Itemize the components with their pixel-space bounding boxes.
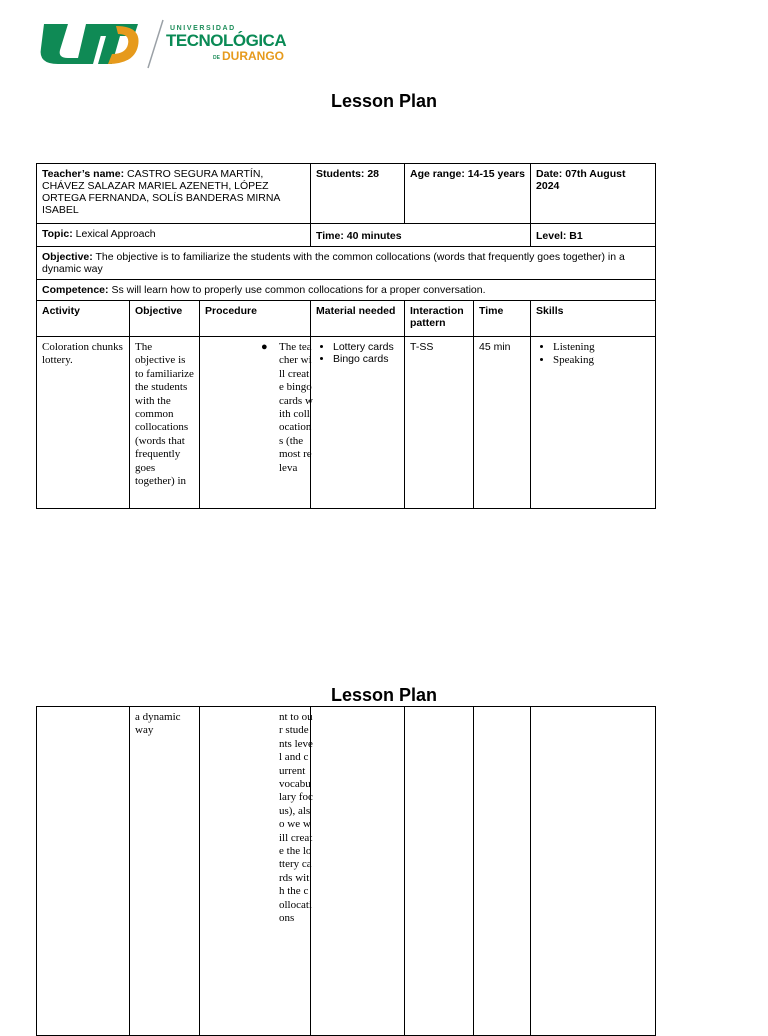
logo-universidad: UNIVERSIDAD	[170, 25, 236, 32]
time-cell-cont	[474, 707, 531, 1036]
time-cell: Time: 40 minutes	[311, 224, 531, 247]
competence-label: Competence:	[42, 284, 109, 296]
list-item: • Speaking	[553, 354, 650, 367]
skills-list	[536, 341, 650, 368]
list-item: • Lottery cards	[333, 341, 399, 353]
date-cell: Date: 07th August 2024	[531, 164, 656, 224]
material-cell-cont	[311, 707, 405, 1036]
col-header-material: Material needed	[311, 301, 405, 337]
list-item: • Bingo cards	[333, 353, 399, 365]
material-list	[316, 341, 399, 365]
activity-cell-cont	[37, 707, 130, 1036]
procedure-text-cont: nt to our students level and current vocabulary focus), also we will create the lottery cards with the collocations	[279, 711, 313, 925]
col-header-objective: Objective	[130, 301, 200, 337]
competence-value: Ss will learn how to properly use common collocations for a proper conversation.	[111, 284, 486, 296]
procedure-cell	[200, 337, 311, 509]
logo-tecnologica: TECNOLÓGICA	[166, 31, 287, 50]
objective-detail-text: The objective is to familiarize the students with the common collocations (words that frequently goes together) in	[135, 341, 194, 488]
page-title: Lesson Plan	[330, 91, 438, 111]
activity-cell: Coloration chunks lottery.	[37, 337, 130, 509]
table-row	[37, 337, 656, 509]
interaction-cell-cont	[405, 707, 474, 1036]
procedure-text: The teacher will create bingo cards with collocations (the most releva	[279, 341, 313, 474]
logo-durango: DURANGO	[222, 49, 284, 63]
lesson-plan-table-continued	[36, 706, 656, 1036]
competence-cell	[37, 280, 656, 301]
col-header-skills: Skills	[531, 301, 656, 337]
lesson-plan-table	[36, 163, 656, 509]
teacher-cell	[37, 164, 311, 224]
skills-cell-cont	[531, 707, 656, 1036]
col-header-interaction: Interaction pattern	[405, 301, 474, 337]
skills-cell	[531, 337, 656, 509]
teacher-label: Teacher’s name:	[42, 168, 125, 180]
col-header-procedure: Procedure	[200, 301, 311, 337]
university-logo	[38, 18, 298, 70]
objective-label: Objective:	[42, 251, 93, 263]
logo-divider-icon	[145, 18, 165, 70]
topic-label: Topic:	[42, 228, 73, 240]
table-row	[37, 707, 656, 1036]
time-value-cell: 45 min	[474, 337, 531, 509]
col-header-activity: Activity	[37, 301, 130, 337]
topic-value: Lexical Approach	[75, 228, 156, 240]
col-header-time: Time	[474, 301, 531, 337]
ut-logo-mark-icon	[38, 20, 143, 66]
interaction-cell: T-SS	[405, 337, 474, 509]
level-cell: Level: B1	[531, 224, 656, 247]
logo-de: DE	[213, 55, 220, 61]
objective-detail-cell	[130, 337, 200, 509]
page-title-continued: Lesson Plan	[330, 685, 438, 705]
objective-value: The objective is to familiarize the students with the common collocations (words that frequently goes together) in a dynamic way	[42, 251, 625, 275]
objective-cell	[37, 247, 656, 280]
teacher-value: CASTRO SEGURA MARTÍN, CHÁVEZ SALAZAR MARIEL AZENETH, LÓPEZ ORTEGA FERNANDA, SOLÍS BANDERAS MIRNA ISABEL	[42, 168, 280, 216]
students-cell: Students: 28	[311, 164, 405, 224]
age-range-cell: Age range: 14-15 years	[405, 164, 531, 224]
material-cell	[311, 337, 405, 509]
bullet-icon: ●	[261, 341, 268, 353]
procedure-cell-cont	[200, 707, 311, 1036]
objective-detail-cont: a dynamic way	[130, 707, 200, 1036]
topic-cell	[37, 224, 311, 247]
list-item: • Listening	[553, 341, 650, 354]
